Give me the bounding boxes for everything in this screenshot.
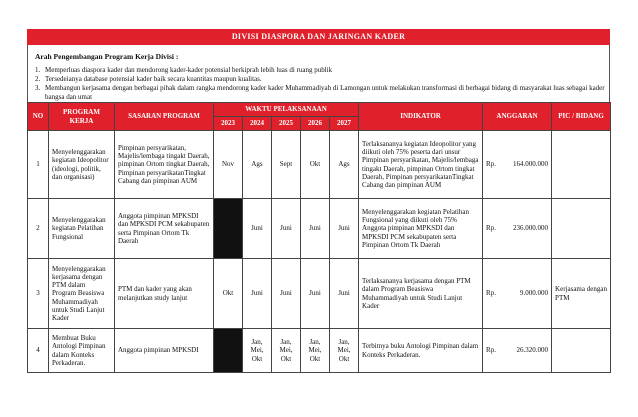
cell-anggaran [483, 259, 552, 329]
cell-2026: Juni [301, 199, 330, 259]
amount: 26.320.000 [516, 346, 549, 355]
cell-2023: Nov [214, 131, 243, 199]
cell-indikator: Terbitnya buku Antologi Pimpinan dalam Konteks Perkaderan. [359, 329, 483, 373]
cell-pic [552, 199, 611, 259]
currency-label: Rp. [486, 346, 496, 355]
cell-anggaran [483, 199, 552, 259]
cell-2026: Okt [301, 131, 330, 199]
cell-2024: Ags [243, 131, 272, 199]
header-year: 2027 [330, 117, 359, 131]
cell-2027: Jan, Mei, Okt [330, 329, 359, 373]
cell-indikator: Menyelenggarakan kegiatan Pelatihan Fungsional yang diikuti oleh 75% Anggota pimpinan MPKSDI dan MPKSDI PCM sekabupaten serta Pimpinan Ortom Tk Daerah [359, 199, 483, 259]
amount: 164.000.000 [513, 160, 549, 169]
header-waktu: WAKTU PELAKSANAAN [214, 103, 359, 117]
cell-2026: Juni [301, 259, 330, 329]
intro-heading: Arah Pengembangan Program Kerja Divisi : [35, 52, 179, 61]
cell-2024: Juni [243, 259, 272, 329]
division-title: DIVISI DIASPORA DAN JARINGAN KADER [27, 29, 610, 45]
cell-pic: Kerjasama dengan PTM [552, 259, 611, 329]
amount: 236.000.000 [513, 224, 549, 233]
header-pic: PIC / BIDANG [552, 103, 611, 131]
cell-anggaran [483, 131, 552, 199]
cell-2027: Ags [330, 131, 359, 199]
intro-list [35, 66, 605, 102]
cell-program: Menyelenggarakan kegiatan Pelatihan Fungsional [49, 199, 115, 259]
intro-item-number: 1. [35, 66, 41, 74]
cell-2023-blocked [214, 199, 243, 259]
cell-program: Membuat Buku Antologi Pimpinan dalam Konteks Perkaderan. [49, 329, 115, 373]
cell-2023: Okt [214, 259, 243, 329]
cell-pic [552, 329, 611, 373]
cell-2027: Juni [330, 199, 359, 259]
cell-anggaran [483, 329, 552, 373]
cell-pic [552, 131, 611, 199]
cell-sasaran: Pimpinan persyarikatan, Majelis/lembaga tingakt Daerah, pimpinan Ortom tingkat Daerah, Pimpinan persyarikatanTingkat Cabang dan pimpinan AUM [115, 131, 214, 199]
header-sasaran: SASARAN PROGRAM [115, 103, 214, 131]
table-row [28, 131, 611, 199]
cell-2025: Sept [272, 131, 301, 199]
currency-label: Rp. [486, 289, 496, 298]
header-anggaran: ANGGARAN [483, 103, 552, 131]
intro-item-number: 2. [35, 75, 41, 83]
cell-sasaran: Anggota pimpinan MPKSDI dan MPKSDI PCM sekabupaten serta Pimpinan Ortom Tk Daerah [115, 199, 214, 259]
cell-indikator: Terlaksananya kegiatan Ideopolitor yang diikuti oleh 75% peserta dari unsur Pimpinan persyarikatan, Majelis/lembaga tingakt Daerah, pimpinan Ortom tingkat Daerah, Pimpinan persyarikatanTingkat Cabang dan pimpinan AUM [359, 131, 483, 199]
cell-2024: Jan, Mei, Okt [243, 329, 272, 373]
header-program: PROGRAM KERJA [49, 103, 115, 131]
table-row [28, 199, 611, 259]
header-indikator: INDIKATOR [359, 103, 483, 131]
cell-program: Menyelenggarakan kerjasama dengan PTM dalam Program Beasiswa Muhammadiyah untuk Studi Lanjut Kader [49, 259, 115, 329]
cell-no: 4 [28, 329, 49, 373]
cell-2023-blocked [214, 329, 243, 373]
cell-2025: Jan, Mei, Okt [272, 329, 301, 373]
currency-label: Rp. [486, 224, 496, 233]
currency-label: Rp. [486, 160, 496, 169]
header-year: 2024 [243, 117, 272, 131]
cell-sasaran: PTM dan kader yang akan melanjutkan study lanjut [115, 259, 214, 329]
table-row [28, 259, 611, 329]
intro-section [27, 45, 610, 102]
cell-indikator: Terlaksananya kerjasama dengan PTM dalam Program Beasiswa Muhammadiyah untuk Studi Lanjut Kader [359, 259, 483, 329]
cell-2025: Juni [272, 259, 301, 329]
intro-item-number: 3. [35, 84, 41, 92]
header-year: 2026 [301, 117, 330, 131]
intro-item [35, 66, 605, 75]
intro-item-text: Membangun kerjasama dengan berbagai pihak dalam rangka mendorong kader kader Muhammadiyah di Lamongan untuk melakukan transformasi di berbagai bidang di masyarakat luas sebagai kader bangsa dan umat [45, 84, 605, 101]
intro-item-text: Memperluas diaspora kader dan mendorong kader-kader potensial berkiprah lebih luas di ruang publik [45, 66, 333, 74]
cell-no: 1 [28, 131, 49, 199]
header-year: 2025 [272, 117, 301, 131]
cell-no: 3 [28, 259, 49, 329]
amount: 9.000.000 [520, 289, 549, 298]
cell-2026: Jan, Mei, Okt [301, 329, 330, 373]
program-table [27, 102, 611, 373]
header-no: NO [28, 103, 49, 131]
table-row [28, 329, 611, 373]
cell-no: 2 [28, 199, 49, 259]
cell-sasaran: Anggota pimpinan MPKSDI [115, 329, 214, 373]
cell-2027: Juni [330, 259, 359, 329]
cell-2024: Juni [243, 199, 272, 259]
intro-item [35, 84, 605, 102]
cell-2025: Juni [272, 199, 301, 259]
header-year: 2023 [214, 117, 243, 131]
intro-item-text: Tersedeianya database potensial kader baik secara kuantitas maupun kualitas. [45, 75, 262, 83]
intro-item [35, 75, 605, 84]
cell-program: Menyelenggarakan kegiatan Ideopolitor (ideologi, politik, dan organisasi) [49, 131, 115, 199]
